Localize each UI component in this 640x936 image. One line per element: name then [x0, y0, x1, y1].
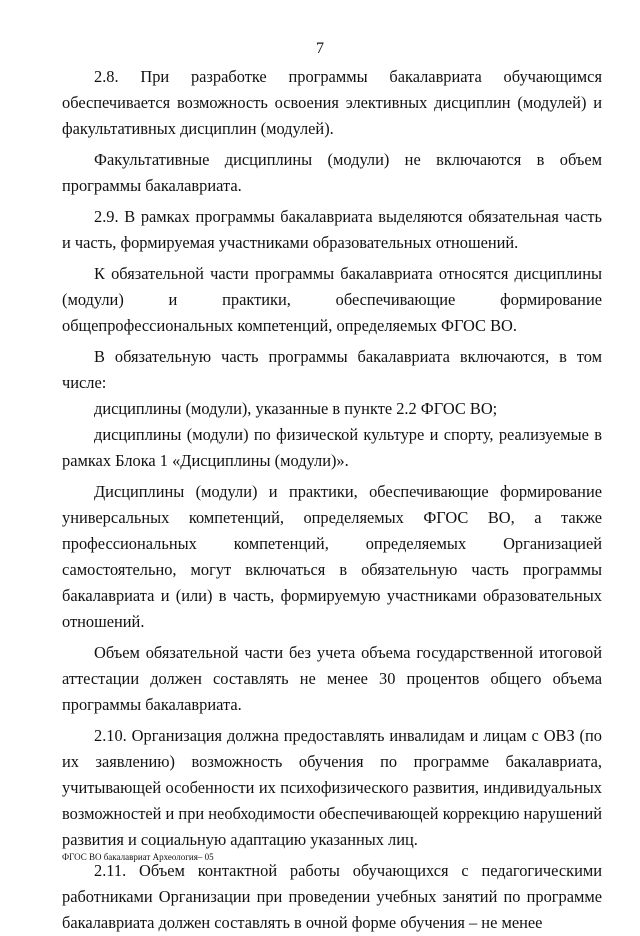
paragraph-2-9: 2.9. В рамках программы бакалавриата выделяются обязательная часть и часть, формируемая участниками образовательных отношений.	[62, 207, 602, 252]
list-item-disciplines: дисциплины (модули), указанные в пункте 2.2 ФГОС ВО;	[94, 399, 498, 418]
paragraph-2-10: 2.10. Организация должна предоставлять инвалидам и лицам с ОВЗ (по их заявлению) возможность обучения по программе бакалавриата, учитывающей особенности их психофизического развития, индивидуальных возможностей и при необходимости обеспечивающей коррекцию нарушений развития и социальную адаптацию указанных лиц.	[62, 726, 602, 849]
page-number: 7	[316, 40, 324, 57]
paragraph-mandatory-part: К обязательной части программы бакалавриата относятся дисциплины (модули) и практики, обеспечивающие формирование общепрофессиональных компетенций, определяемых ФГОС ВО.	[62, 264, 602, 335]
paragraph-mandatory-includes: В обязательную часть программы бакалавриата включаются, в том числе:	[62, 347, 602, 392]
paragraph-optional-disciplines: Факультативные дисциплины (модули) не включаются в объем программы бакалавриата.	[62, 150, 602, 195]
paragraph-2-8: 2.8. При разработке программы бакалавриата обучающимся обеспечивается возможность освоения элективных дисциплин (модулей) и факультативных дисциплин (модулей).	[62, 67, 602, 138]
list-item-physical-culture: дисциплины (модули) по физической культуре и спорту, реализуемые в рамках Блока 1 «Дисциплины (модули)».	[62, 425, 602, 470]
paragraph-universal-competencies: Дисциплины (модули) и практики, обеспечивающие формирование универсальных компетенций, определяемых ФГОС ВО, а также профессиональных компетенций, определяемых Организацией самостоятельно, могут включаться в обязательную часть программы бакалавриата и (или) в часть, формируемую участниками образовательных отношений.	[62, 482, 602, 631]
document-body	[62, 64, 602, 936]
page-footer: ФГОС ВО бакалавриат Археология– 05	[62, 852, 214, 862]
paragraph-2-11: 2.11. Объем контактной работы обучающихся с педагогическими работниками Организации при проведении учебных занятий по программе бакалавриата должен составлять в очной форме обучения – не менее	[62, 861, 602, 932]
paragraph-mandatory-volume: Объем обязательной части без учета объема государственной итоговой аттестации должен составлять не менее 30 процентов общего объема программы бакалавриата.	[62, 643, 602, 714]
